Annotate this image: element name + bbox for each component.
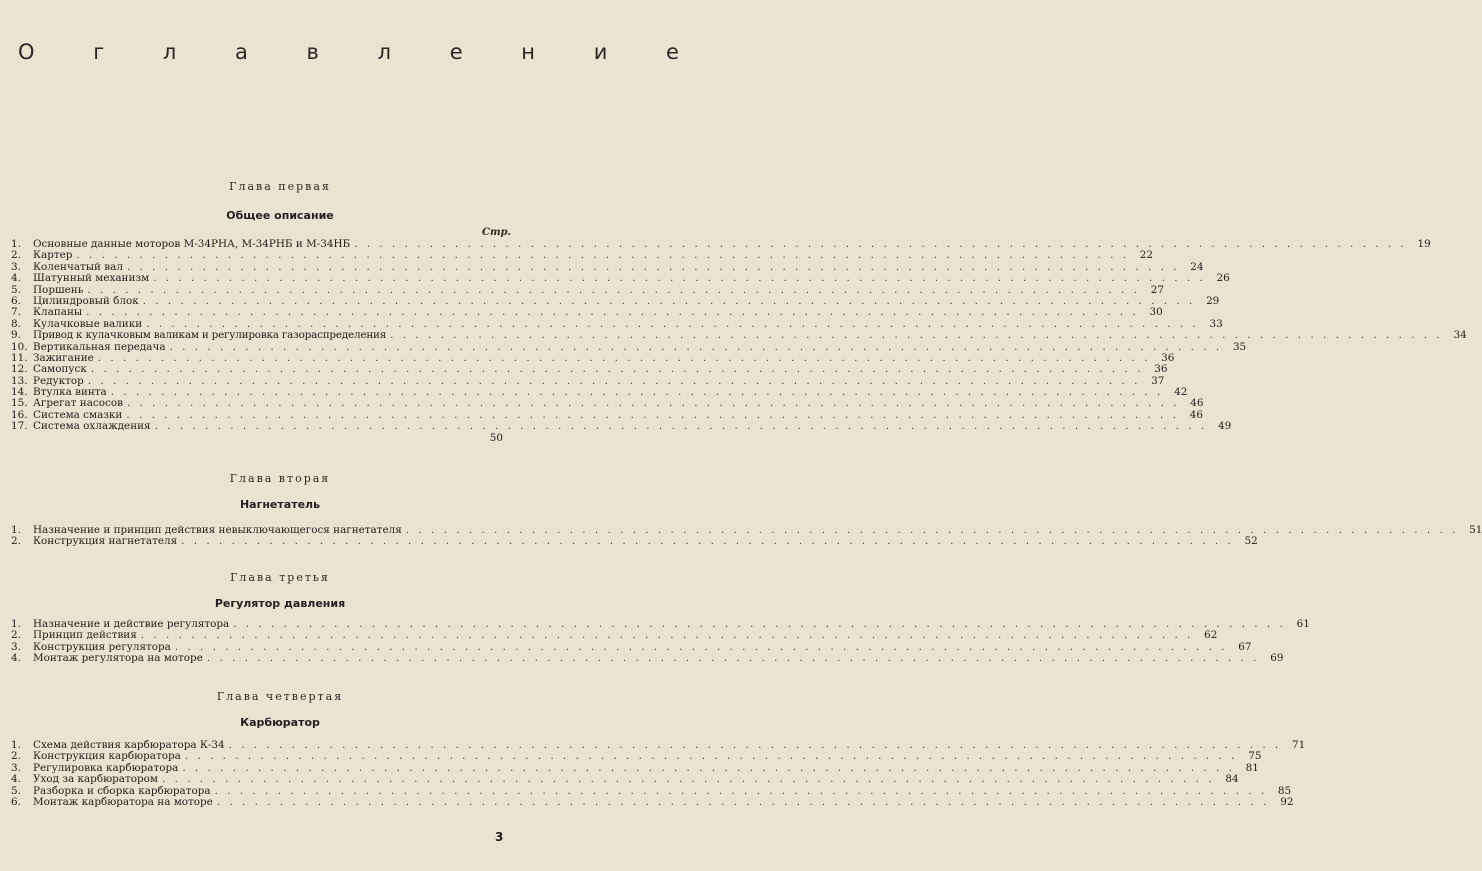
toc-entry-number: 1.: [11, 524, 21, 536]
toc-entry-text: Конструкция регулятора: [33, 640, 171, 653]
toc-entry-number: 10.: [11, 340, 28, 353]
leader-dots: [155, 421, 1208, 432]
leader-dots: [181, 536, 1234, 547]
page-title: О г л а в л е н и е: [18, 40, 705, 64]
toc-entry-page: 51: [1469, 524, 1482, 536]
toc-entry[interactable]: [11, 272, 1230, 285]
toc-entry-text: Шатунный механизм: [33, 272, 150, 285]
toc-list-chapter-3: [11, 618, 1310, 665]
toc-entry-text: Втулка винта: [33, 386, 107, 399]
toc-entry-text: Вертикальная передача: [33, 340, 166, 353]
toc-entry-page: 37: [1151, 374, 1165, 387]
toc-entry-number: 2.: [11, 249, 21, 262]
chapter-4-label: Глава четвертая: [216, 690, 344, 703]
toc-entry-page: 33: [1209, 317, 1223, 330]
toc-entry-number: 1.: [11, 238, 21, 250]
toc-entry-page: 27: [1150, 283, 1164, 296]
toc-entry-page: 30: [1149, 306, 1163, 319]
toc-entry-text: Коленчатый вал: [33, 260, 123, 273]
toc-entry-text: Конструкция нагнетателя: [33, 535, 178, 548]
toc-list-chapter-2: [11, 524, 1482, 548]
toc-entry-text: Схема действия карбюратора К-34: [33, 739, 225, 751]
toc-end-page-number: 50: [489, 431, 503, 444]
toc-entry-number: 9.: [11, 329, 21, 342]
chapter-2-title: Нагнетатель: [239, 498, 321, 511]
toc-entry-page: 67: [1238, 640, 1252, 653]
toc-entry-number: 2.: [11, 535, 21, 548]
toc-entry[interactable]: [11, 363, 1168, 376]
toc-entry[interactable]: [11, 420, 1232, 433]
toc-entry-text: Поршень: [33, 283, 84, 296]
toc-entry-text: Зажигание: [33, 351, 94, 364]
toc-entry-number: 3.: [11, 640, 21, 653]
chapter-3-title: Регулятор давления: [214, 597, 346, 610]
toc-entry-text: Картер: [33, 249, 73, 262]
toc-entry-page: 49: [1217, 420, 1232, 433]
toc-entry-number: 4.: [11, 652, 21, 665]
toc-entry-page: 19: [1417, 238, 1431, 250]
toc-entry-text: Разборка и сборка карбюратора: [33, 784, 211, 797]
toc-entry-number: 1.: [11, 739, 21, 751]
toc-entry-text: Основные данные моторов М-34РНА, М-34РНБ и М-34НБ: [33, 238, 351, 250]
leader-dots: [162, 774, 1215, 785]
chapter-3-label: Глава третья: [230, 571, 330, 584]
chapter-1-title: Общее описание: [226, 209, 334, 222]
toc-entry-page: 42: [1174, 386, 1188, 399]
toc-entry-page: 61: [1296, 618, 1310, 630]
toc-entry-page: 24: [1190, 260, 1204, 273]
toc-entry-page: 52: [1244, 535, 1258, 548]
toc-entry-page: 29: [1206, 294, 1220, 307]
toc-entry[interactable]: [11, 329, 1467, 342]
toc-entry[interactable]: [11, 773, 1239, 786]
toc-entry-number: 2.: [11, 750, 21, 763]
toc-entry[interactable]: [11, 535, 1258, 548]
toc-entry-number: 5.: [11, 283, 21, 296]
toc-entry-number: 4.: [11, 272, 21, 285]
toc-entry-text: Монтаж карбюратора на моторе: [33, 795, 213, 808]
toc-entry-number: 8.: [11, 317, 21, 330]
toc-entry-page: 26: [1216, 272, 1230, 285]
toc-entry-number: 6.: [11, 795, 21, 808]
toc-entry-text: Принцип действия: [33, 629, 137, 642]
toc-entry-number: 12.: [11, 363, 28, 376]
page-number: 3: [495, 830, 504, 844]
toc-entry-text: Кулачковые валики: [33, 317, 143, 330]
toc-entry-number: 4.: [11, 773, 21, 786]
toc-entry-text: Назначение и принцип действия невыключающегося нагнетателя: [33, 524, 402, 536]
toc-entry-number: 11.: [11, 351, 28, 364]
toc-entry-text: Привод к кулачковым валикам и регулировка газораспределения: [33, 329, 387, 342]
toc-entry-page: 35: [1232, 340, 1247, 353]
toc-entry-text: Цилиндровый блок: [33, 294, 139, 307]
toc-entry[interactable]: [11, 652, 1284, 665]
chapter-1-label: Глава первая: [229, 180, 331, 193]
toc-entry[interactable]: [11, 795, 1294, 808]
toc-entry-number: 17.: [11, 420, 28, 433]
toc-entry-text: Агрегат насосов: [33, 397, 123, 410]
toc-entry-page: 46: [1190, 397, 1204, 410]
toc-entry-number: 6.: [11, 294, 21, 307]
leader-dots: [153, 273, 1206, 284]
toc-entry-page: 36: [1161, 351, 1175, 364]
chapter-4-title: Карбюратор: [240, 716, 320, 729]
toc-entry-number: 3.: [11, 761, 21, 774]
toc-entry-number: 7.: [11, 306, 21, 319]
toc-entry-text: Монтаж регулятора на моторе: [33, 652, 203, 665]
toc-entry-text: Редуктор: [33, 374, 84, 387]
toc-entry-page: 71: [1292, 739, 1306, 751]
toc-entry-number: 1.: [11, 618, 21, 630]
toc-entry-text: Регулировка карбюратора: [33, 761, 179, 774]
toc-entry-number: 5.: [11, 784, 21, 797]
toc-entry-text: Уход за карбюратором: [33, 773, 158, 786]
toc-entry-page: 34: [1453, 329, 1467, 342]
toc-entry-text: Система охлаждения: [33, 420, 151, 433]
toc-entry-page: 36: [1154, 363, 1168, 376]
toc-list-chapter-1: [11, 238, 1467, 444]
toc-entry-text: Клапаны: [33, 306, 83, 319]
chapter-2-label: Глава вторая: [229, 472, 331, 485]
toc-entry-text: Система смазки: [33, 408, 123, 421]
toc-entry-page: 22: [1139, 249, 1154, 262]
toc-entry-number: 14.: [11, 386, 28, 399]
toc-list-chapter-4: [11, 739, 1306, 808]
toc-entry-page: 69: [1270, 652, 1284, 665]
toc-entry-number: 3.: [11, 260, 21, 273]
toc-entry-text: Самопуск: [33, 363, 87, 376]
leader-dots: [390, 330, 1443, 341]
toc-entry-number: 16.: [11, 408, 28, 421]
leader-dots: [91, 364, 1144, 375]
toc-entry-page: 46: [1189, 408, 1203, 421]
toc-entry-page: 62: [1204, 629, 1218, 642]
leader-dots: [217, 797, 1270, 808]
toc-entry-page: 81: [1245, 761, 1259, 774]
toc-entry-page: 92: [1280, 795, 1294, 808]
toc-entry-number: 2.: [11, 629, 21, 642]
toc-end-page: [11, 433, 503, 444]
page-column-header: Стр.: [482, 227, 512, 238]
toc-entry-number: 15.: [11, 397, 28, 410]
toc-entry-text: Конструкция карбюратора: [33, 750, 181, 763]
toc-entry-number: 13.: [11, 374, 28, 387]
leader-dots: [207, 653, 1260, 664]
toc-entry-text: Назначение и действие регулятора: [33, 618, 230, 630]
toc-entry-page: 85: [1277, 784, 1292, 797]
toc-entry-page: 84: [1225, 773, 1239, 786]
toc-entry-page: 75: [1248, 750, 1262, 763]
